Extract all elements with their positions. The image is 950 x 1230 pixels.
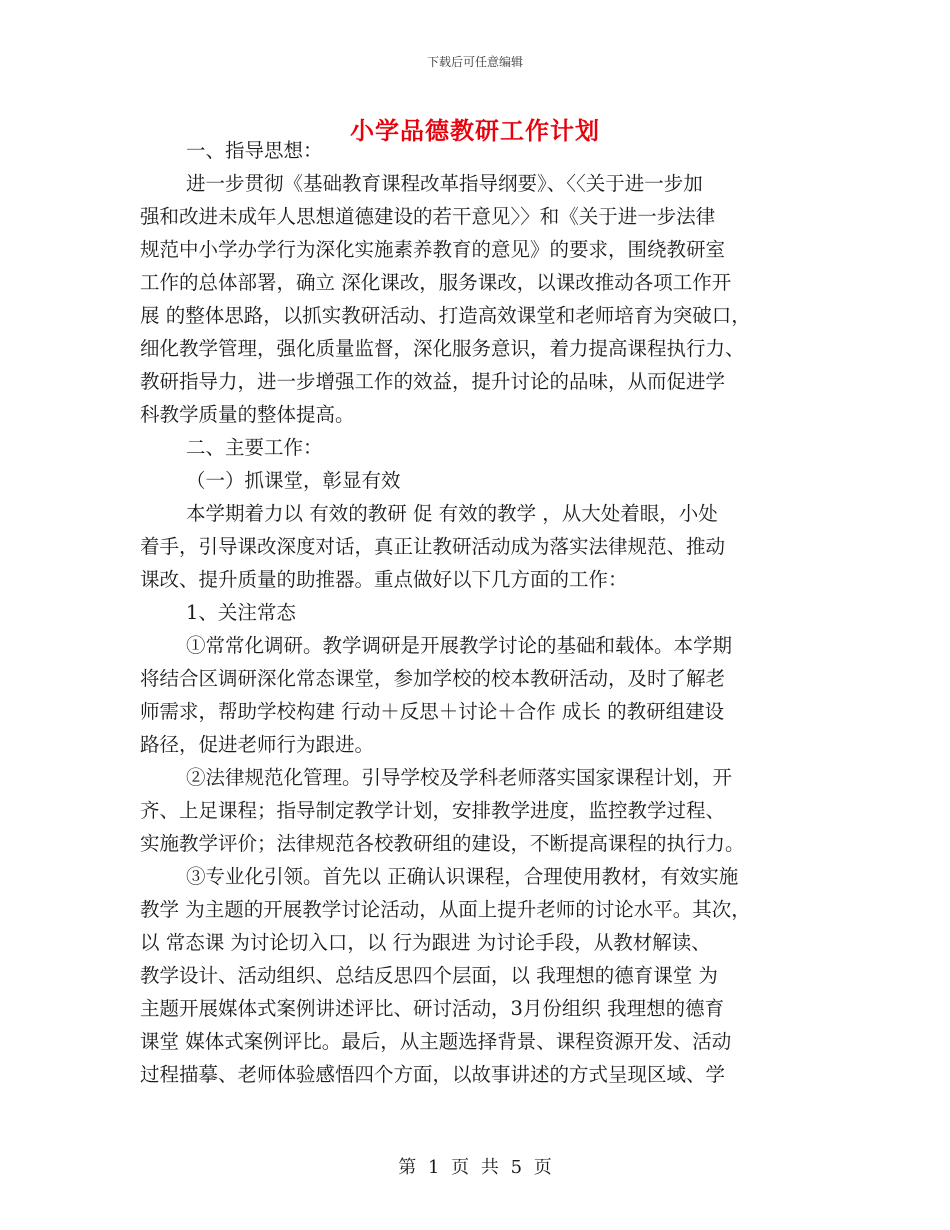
document-title: 小学品德教研工作计划 bbox=[350, 116, 600, 145]
body-line: 科教学质量的整体提高。 bbox=[140, 403, 355, 426]
body-line: 教学 为主题的开展教学讨论活动，从面上提升老师的讨论水平。其次， bbox=[140, 898, 751, 921]
body-line: 二、主要工作： bbox=[186, 436, 323, 459]
body-line: 齐、上足课程；指导制定教学计划，安排教学进度，监控教学过程、 bbox=[140, 799, 726, 822]
body-line: 将结合区调研深化常态课堂，参加学校的校本教研活动，及时了解老 bbox=[140, 667, 726, 690]
body-line: 以 常态课 为讨论切入口，以 行为跟进 为讨论手段，从教材解读、 bbox=[140, 931, 711, 954]
body-line: 一、指导思想： bbox=[186, 139, 323, 162]
body-line: 展 的整体思路，以抓实教研活动、打造高效课堂和老师培育为突破口， bbox=[140, 304, 751, 327]
body-line: 主题开展媒体式案例讲述评比、研讨活动，3月份组织 我理想的德育 bbox=[140, 997, 725, 1020]
body-line: ①常常化调研。教学调研是开展教学讨论的基础和载体。本学期 bbox=[186, 634, 733, 657]
body-line: 规范中小学办学行为深化实施素养教育的意见》的要求，围绕教研室 bbox=[140, 238, 726, 261]
body-line: ③专业化引领。首先以 正确认识课程，合理使用教材，有效实施 bbox=[186, 865, 739, 888]
body-line: 进一步贯彻《基础教育课程改革指导纲要》、〈〈关于进一步加 bbox=[186, 172, 703, 195]
body-line: 1、关注常态 bbox=[186, 601, 296, 624]
body-line: 路径，促进老师行为跟进。 bbox=[140, 733, 375, 756]
footer-current-page: 1 bbox=[427, 1157, 440, 1178]
footer-page-word: 页 bbox=[451, 1157, 470, 1178]
body-line: 课堂 媒体式案例评比。最后，从主题选择背景、课程资源开发、活动 bbox=[140, 1030, 732, 1053]
footer-total-pages: 5 bbox=[510, 1157, 523, 1178]
body-line: 教研指导力，进一步增强工作的效益，提升讨论的品味，从而促进学 bbox=[140, 370, 726, 393]
body-line: 细化教学管理，强化质量监督，深化服务意识，着力提高课程执行力、 bbox=[140, 337, 745, 360]
body-line: 强和改进未成年人思想道德建设的若干意见〉〉和《关于进一步法律 bbox=[140, 205, 716, 228]
body-line: ②法律规范化管理。引导学校及学科老师落实国家课程计划，开 bbox=[186, 766, 733, 789]
body-line: 过程描摹、老师体验感悟四个方面，以故事讲述的方式呈现区域、学 bbox=[140, 1063, 726, 1086]
header-note: 下载后可任意编辑 bbox=[426, 55, 523, 69]
body-line: 师需求，帮助学校构建 行动＋反思＋讨论＋合作 成长 的教研组建设 bbox=[140, 700, 725, 723]
document-body bbox=[140, 134, 820, 1091]
body-line: （一）抓课堂，彰显有效 bbox=[186, 469, 401, 492]
footer-total-word: 共 bbox=[480, 1157, 499, 1178]
body-line: 教学设计、活动组织、总结反思四个层面，以 我理想的德育课堂 为 bbox=[140, 964, 718, 987]
page-footer bbox=[0, 1153, 950, 1179]
body-line: 工作的总体部署，确立 深化课改，服务课改，以课改推动各项工作开 bbox=[140, 271, 732, 294]
footer-suffix: 页 bbox=[533, 1157, 552, 1178]
body-line: 着手，引导课改深度对话，真正让教研活动成为落实法律规范、推动 bbox=[140, 535, 726, 558]
body-line: 实施教学评价；法律规范各校教研组的建设，不断提高课程的执行力。 bbox=[140, 832, 745, 855]
body-line: 课改、提升质量的助推器。重点做好以下几方面的工作： bbox=[140, 568, 628, 591]
footer-prefix: 第 bbox=[398, 1157, 417, 1178]
body-line: 本学期着力以 有效的教研 促 有效的教学 ，从大处着眼，小处 bbox=[186, 502, 718, 525]
